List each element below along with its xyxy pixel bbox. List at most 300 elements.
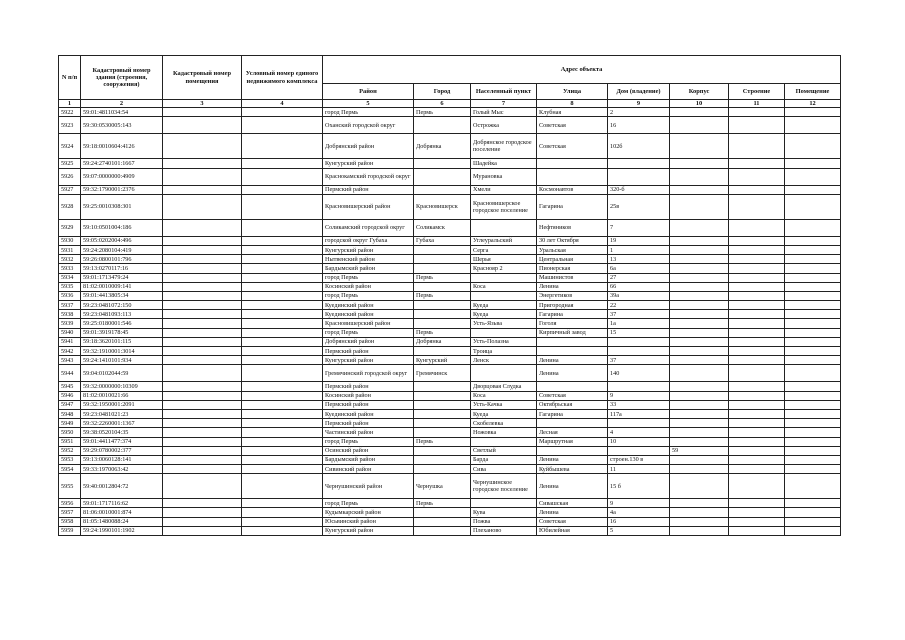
room-cell bbox=[785, 264, 841, 273]
cadastral-number-cell: 59:01:1717116:62 bbox=[81, 499, 163, 508]
district-cell: Пермский район bbox=[323, 419, 414, 428]
room-cell bbox=[785, 194, 841, 219]
locality-cell: Серга bbox=[471, 245, 537, 254]
conditional-number-cell bbox=[242, 264, 323, 273]
room-cell bbox=[785, 219, 841, 236]
locality-cell bbox=[471, 219, 537, 236]
locality-cell: Скобелевка bbox=[471, 419, 537, 428]
cadastral-number-cell: 59:38:0520104:35 bbox=[81, 428, 163, 437]
street-cell bbox=[537, 382, 608, 391]
room-cell bbox=[785, 273, 841, 282]
locality-cell: Ножовка bbox=[471, 428, 537, 437]
table-row bbox=[59, 365, 841, 382]
street-cell bbox=[537, 337, 608, 346]
building-cell bbox=[729, 446, 785, 455]
conditional-number-cell bbox=[242, 319, 323, 328]
cadastral-number-cell: 59:01:4413805:34 bbox=[81, 291, 163, 300]
korpus-cell bbox=[670, 391, 729, 400]
room-cell bbox=[785, 446, 841, 455]
district-cell: город Пермь bbox=[323, 437, 414, 446]
city-cell bbox=[414, 409, 471, 418]
room-cell bbox=[785, 400, 841, 409]
korpus-cell bbox=[670, 245, 729, 254]
table-row bbox=[59, 428, 841, 437]
city-cell bbox=[414, 168, 471, 185]
building-cell bbox=[729, 134, 785, 159]
table-row bbox=[59, 310, 841, 319]
row-number-cell: 5927 bbox=[59, 185, 81, 194]
room-cadastral-cell bbox=[163, 526, 242, 535]
korpus-cell bbox=[670, 273, 729, 282]
cadastral-number-cell: 59:10:0501004:186 bbox=[81, 219, 163, 236]
city-cell: Добрянка bbox=[414, 337, 471, 346]
room-cell bbox=[785, 391, 841, 400]
room-cadastral-cell bbox=[163, 356, 242, 365]
locality-cell: Барда bbox=[471, 455, 537, 464]
street-cell: Советская bbox=[537, 391, 608, 400]
row-number-cell: 5948 bbox=[59, 409, 81, 418]
city-cell bbox=[414, 282, 471, 291]
korpus-cell bbox=[670, 108, 729, 117]
house-cell: 13 bbox=[608, 255, 670, 264]
table-row bbox=[59, 264, 841, 273]
house-cell: 33 bbox=[608, 400, 670, 409]
room-cell bbox=[785, 347, 841, 356]
room-cell bbox=[785, 526, 841, 535]
locality-cell: Усть-Язьва bbox=[471, 319, 537, 328]
district-cell: Соликамский городской округ bbox=[323, 219, 414, 236]
row-number-cell: 5930 bbox=[59, 236, 81, 245]
cadastral-number-cell: 59:01:4811034:54 bbox=[81, 108, 163, 117]
building-cell bbox=[729, 517, 785, 526]
house-cell bbox=[608, 347, 670, 356]
city-cell bbox=[414, 264, 471, 273]
header-building: Строение bbox=[729, 84, 785, 100]
table-row bbox=[59, 474, 841, 499]
room-cadastral-cell bbox=[163, 134, 242, 159]
conditional-number-cell bbox=[242, 526, 323, 535]
city-cell: Пермь bbox=[414, 273, 471, 282]
conditional-number-cell bbox=[242, 391, 323, 400]
city-cell: Пермь bbox=[414, 328, 471, 337]
table-row bbox=[59, 108, 841, 117]
header-locality: Населенный пункт bbox=[471, 84, 537, 100]
city-cell bbox=[414, 419, 471, 428]
room-cadastral-cell bbox=[163, 319, 242, 328]
city-cell: Добрянка bbox=[414, 134, 471, 159]
building-cell bbox=[729, 365, 785, 382]
table-row bbox=[59, 400, 841, 409]
building-cell bbox=[729, 347, 785, 356]
korpus-cell bbox=[670, 455, 729, 464]
row-number-cell: 5958 bbox=[59, 517, 81, 526]
conditional-number-cell bbox=[242, 356, 323, 365]
conditional-number-cell bbox=[242, 428, 323, 437]
row-number-cell: 5954 bbox=[59, 465, 81, 474]
room-cadastral-cell bbox=[163, 499, 242, 508]
district-cell: Частинский район bbox=[323, 428, 414, 437]
building-cell bbox=[729, 356, 785, 365]
city-cell: Пермь bbox=[414, 291, 471, 300]
building-cell bbox=[729, 437, 785, 446]
city-cell bbox=[414, 159, 471, 168]
korpus-cell bbox=[670, 400, 729, 409]
conditional-number-cell bbox=[242, 301, 323, 310]
table-row bbox=[59, 117, 841, 134]
col-number: 2 bbox=[81, 100, 163, 108]
room-cadastral-cell bbox=[163, 382, 242, 391]
city-cell: Чернушка bbox=[414, 474, 471, 499]
row-number-cell: 5956 bbox=[59, 499, 81, 508]
conditional-number-cell bbox=[242, 382, 323, 391]
street-cell: Лесная bbox=[537, 428, 608, 437]
city-cell bbox=[414, 310, 471, 319]
room-cell bbox=[785, 134, 841, 159]
room-cell bbox=[785, 499, 841, 508]
district-cell: Кунгурский район bbox=[323, 526, 414, 535]
city-cell bbox=[414, 185, 471, 194]
row-number-cell: 5932 bbox=[59, 255, 81, 264]
district-cell: город Пермь bbox=[323, 291, 414, 300]
room-cadastral-cell bbox=[163, 117, 242, 134]
locality-cell: Кува bbox=[471, 508, 537, 517]
table-row bbox=[59, 382, 841, 391]
district-cell: Куединский район bbox=[323, 301, 414, 310]
table-row bbox=[59, 245, 841, 254]
cadastral-number-cell: 59:24:2080104:419 bbox=[81, 245, 163, 254]
table-row bbox=[59, 419, 841, 428]
row-number-cell: 5950 bbox=[59, 428, 81, 437]
cadastral-number-cell: 59:40:0012804:72 bbox=[81, 474, 163, 499]
house-cell: 4а bbox=[608, 508, 670, 517]
locality-cell: Куеда bbox=[471, 310, 537, 319]
conditional-number-cell bbox=[242, 159, 323, 168]
row-number-cell: 5955 bbox=[59, 474, 81, 499]
building-cell bbox=[729, 391, 785, 400]
korpus-cell bbox=[670, 291, 729, 300]
korpus-cell bbox=[670, 185, 729, 194]
house-cell bbox=[608, 419, 670, 428]
room-cadastral-cell bbox=[163, 310, 242, 319]
conditional-number-cell bbox=[242, 499, 323, 508]
row-number-cell: 5933 bbox=[59, 264, 81, 273]
house-cell: 9 bbox=[608, 391, 670, 400]
house-cell: 19 bbox=[608, 236, 670, 245]
street-cell: Ленина bbox=[537, 365, 608, 382]
room-cadastral-cell bbox=[163, 245, 242, 254]
cadastral-number-cell: 59:23:0481093:113 bbox=[81, 310, 163, 319]
building-cell bbox=[729, 455, 785, 464]
cadastral-number-cell: 59:32:1910001:3014 bbox=[81, 347, 163, 356]
locality-cell: Дворцовая Слудка bbox=[471, 382, 537, 391]
table-row bbox=[59, 219, 841, 236]
locality-cell bbox=[471, 291, 537, 300]
district-cell: Красновишерский район bbox=[323, 319, 414, 328]
building-cell bbox=[729, 245, 785, 254]
building-cell bbox=[729, 400, 785, 409]
room-cadastral-cell bbox=[163, 219, 242, 236]
street-cell: Юбилейная bbox=[537, 526, 608, 535]
korpus-cell bbox=[670, 347, 729, 356]
district-cell: Кунгурский район bbox=[323, 159, 414, 168]
locality-cell: Усть-Полазна bbox=[471, 337, 537, 346]
city-cell bbox=[414, 446, 471, 455]
district-cell: Кунгурский район bbox=[323, 356, 414, 365]
room-cell bbox=[785, 337, 841, 346]
col-number: 9 bbox=[608, 100, 670, 108]
street-cell: Советская bbox=[537, 517, 608, 526]
row-number-cell: 5953 bbox=[59, 455, 81, 464]
city-cell: Красновишерск bbox=[414, 194, 471, 219]
room-cell bbox=[785, 301, 841, 310]
table-row bbox=[59, 168, 841, 185]
room-cadastral-cell bbox=[163, 168, 242, 185]
row-number-cell: 5926 bbox=[59, 168, 81, 185]
row-number-cell: 5923 bbox=[59, 117, 81, 134]
room-cadastral-cell bbox=[163, 347, 242, 356]
conditional-number-cell bbox=[242, 282, 323, 291]
col-number: 12 bbox=[785, 100, 841, 108]
house-cell: 117а bbox=[608, 409, 670, 418]
district-cell: Кунгурский район bbox=[323, 245, 414, 254]
row-number-cell: 5924 bbox=[59, 134, 81, 159]
korpus-cell bbox=[670, 301, 729, 310]
row-number-cell: 5925 bbox=[59, 159, 81, 168]
locality-cell: Добрянское городское поселение bbox=[471, 134, 537, 159]
header-room: Помещение bbox=[785, 84, 841, 100]
locality-cell: Ленск bbox=[471, 356, 537, 365]
locality-cell: Шадейка bbox=[471, 159, 537, 168]
street-cell: Пригородная bbox=[537, 301, 608, 310]
street-cell: Энергетиков bbox=[537, 291, 608, 300]
korpus-cell bbox=[670, 310, 729, 319]
district-cell: Красновишерский район bbox=[323, 194, 414, 219]
korpus-cell bbox=[670, 499, 729, 508]
cadastral-number-cell: 59:25:0010308:301 bbox=[81, 194, 163, 219]
building-cell bbox=[729, 465, 785, 474]
table-row bbox=[59, 134, 841, 159]
street-cell: Гагарина bbox=[537, 310, 608, 319]
cadastral-number-cell: 59:24:1410101:934 bbox=[81, 356, 163, 365]
locality-cell: Усть-Качка bbox=[471, 400, 537, 409]
city-cell bbox=[414, 245, 471, 254]
city-cell bbox=[414, 517, 471, 526]
locality-cell: Пожва bbox=[471, 517, 537, 526]
korpus-cell bbox=[670, 117, 729, 134]
room-cell bbox=[785, 365, 841, 382]
korpus-cell bbox=[670, 526, 729, 535]
city-cell bbox=[414, 117, 471, 134]
locality-cell: Светлый bbox=[471, 446, 537, 455]
house-cell: 15 bbox=[608, 328, 670, 337]
city-cell bbox=[414, 400, 471, 409]
house-cell: 9 bbox=[608, 499, 670, 508]
house-cell bbox=[608, 382, 670, 391]
objects-table bbox=[58, 55, 841, 536]
street-cell: Пионерская bbox=[537, 264, 608, 273]
building-cell bbox=[729, 499, 785, 508]
locality-cell: Хмели bbox=[471, 185, 537, 194]
col-number: 10 bbox=[670, 100, 729, 108]
city-cell bbox=[414, 301, 471, 310]
row-number-cell: 5947 bbox=[59, 400, 81, 409]
room-cadastral-cell bbox=[163, 185, 242, 194]
locality-cell: Шерья bbox=[471, 255, 537, 264]
col-number: 1 bbox=[59, 100, 81, 108]
street-cell: Клубная bbox=[537, 108, 608, 117]
header-house: Дом (владение) bbox=[608, 84, 670, 100]
district-cell: Косинский район bbox=[323, 282, 414, 291]
building-cell bbox=[729, 117, 785, 134]
locality-cell: Коса bbox=[471, 282, 537, 291]
cadastral-number-cell: 81:02:0010021:66 bbox=[81, 391, 163, 400]
cadastral-number-cell: 59:01:1713479:24 bbox=[81, 273, 163, 282]
room-cell bbox=[785, 236, 841, 245]
table-row bbox=[59, 526, 841, 535]
house-cell: 5 bbox=[608, 526, 670, 535]
table-row bbox=[59, 409, 841, 418]
table-row bbox=[59, 446, 841, 455]
table-row bbox=[59, 337, 841, 346]
row-number-cell: 5943 bbox=[59, 356, 81, 365]
room-cell bbox=[785, 474, 841, 499]
street-cell bbox=[537, 446, 608, 455]
street-cell: Гагарина bbox=[537, 194, 608, 219]
locality-cell: Красновишерское городское поселение bbox=[471, 194, 537, 219]
city-cell bbox=[414, 382, 471, 391]
room-cadastral-cell bbox=[163, 273, 242, 282]
document-sheet bbox=[58, 55, 840, 536]
room-cell bbox=[785, 508, 841, 517]
street-cell: Космонавтов bbox=[537, 185, 608, 194]
house-cell bbox=[608, 337, 670, 346]
room-cadastral-cell bbox=[163, 255, 242, 264]
building-cell bbox=[729, 382, 785, 391]
cadastral-number-cell: 59:13:0060128:141 bbox=[81, 455, 163, 464]
table-row bbox=[59, 282, 841, 291]
building-cell bbox=[729, 159, 785, 168]
house-cell: 7 bbox=[608, 219, 670, 236]
row-number-cell: 5945 bbox=[59, 382, 81, 391]
cadastral-number-cell: 59:33:1970063:42 bbox=[81, 465, 163, 474]
district-cell: Добрянский район bbox=[323, 337, 414, 346]
house-cell: 37 bbox=[608, 310, 670, 319]
room-cadastral-cell bbox=[163, 409, 242, 418]
header-cond-complex: Условный номер единого недвижимого комплекса bbox=[242, 56, 323, 100]
room-cell bbox=[785, 282, 841, 291]
house-cell: 1а bbox=[608, 319, 670, 328]
conditional-number-cell bbox=[242, 400, 323, 409]
table-row bbox=[59, 291, 841, 300]
korpus-cell bbox=[670, 168, 729, 185]
locality-cell: Куеда bbox=[471, 301, 537, 310]
room-cell bbox=[785, 356, 841, 365]
cadastral-number-cell: 59:23:0481072:150 bbox=[81, 301, 163, 310]
street-cell: Сивашская bbox=[537, 499, 608, 508]
district-cell: город Пермь bbox=[323, 499, 414, 508]
street-cell: Ленина bbox=[537, 508, 608, 517]
locality-cell: Краснояр 2 bbox=[471, 264, 537, 273]
street-cell bbox=[537, 159, 608, 168]
room-cell bbox=[785, 159, 841, 168]
street-cell: 30 лет Октября bbox=[537, 236, 608, 245]
cadastral-number-cell: 59:29:0780002:377 bbox=[81, 446, 163, 455]
col-number: 8 bbox=[537, 100, 608, 108]
table-row bbox=[59, 356, 841, 365]
col-number: 6 bbox=[414, 100, 471, 108]
room-cell bbox=[785, 428, 841, 437]
street-cell: Советская bbox=[537, 134, 608, 159]
district-cell: Пермский район bbox=[323, 382, 414, 391]
cadastral-number-cell: 59:05:0202004:496 bbox=[81, 236, 163, 245]
locality-cell: Куеда bbox=[471, 409, 537, 418]
city-cell bbox=[414, 255, 471, 264]
room-cadastral-cell bbox=[163, 428, 242, 437]
building-cell bbox=[729, 185, 785, 194]
district-cell: Кудымкарский район bbox=[323, 508, 414, 517]
district-cell: Чернушинский район bbox=[323, 474, 414, 499]
locality-cell: Троица bbox=[471, 347, 537, 356]
cadastral-number-cell: 59:24:2740101:1667 bbox=[81, 159, 163, 168]
header-korpus: Корпус bbox=[670, 84, 729, 100]
cadastral-number-cell: 59:26:0800101:796 bbox=[81, 255, 163, 264]
room-cadastral-cell bbox=[163, 419, 242, 428]
row-number-cell: 5929 bbox=[59, 219, 81, 236]
street-cell: Ленина bbox=[537, 455, 608, 464]
conditional-number-cell bbox=[242, 219, 323, 236]
locality-cell bbox=[471, 273, 537, 282]
room-cadastral-cell bbox=[163, 474, 242, 499]
room-cadastral-cell bbox=[163, 337, 242, 346]
district-cell: Оханский городской округ bbox=[323, 117, 414, 134]
cadastral-number-cell: 81:02:0010009:141 bbox=[81, 282, 163, 291]
cadastral-number-cell: 59:18:0010604:4126 bbox=[81, 134, 163, 159]
building-cell bbox=[729, 282, 785, 291]
room-cadastral-cell bbox=[163, 291, 242, 300]
locality-cell: Чернушинское городское поселение bbox=[471, 474, 537, 499]
cadastral-number-cell: 59:18:3620101:115 bbox=[81, 337, 163, 346]
row-number-cell: 5940 bbox=[59, 328, 81, 337]
building-cell bbox=[729, 409, 785, 418]
building-cell bbox=[729, 337, 785, 346]
korpus-cell bbox=[670, 255, 729, 264]
korpus-cell bbox=[670, 517, 729, 526]
header-district: Район bbox=[323, 84, 414, 100]
district-cell: Косинский район bbox=[323, 391, 414, 400]
row-number-cell: 5939 bbox=[59, 319, 81, 328]
room-cell bbox=[785, 437, 841, 446]
street-cell: Машинистов bbox=[537, 273, 608, 282]
row-number-cell: 5928 bbox=[59, 194, 81, 219]
korpus-cell bbox=[670, 264, 729, 273]
building-cell bbox=[729, 194, 785, 219]
conditional-number-cell bbox=[242, 517, 323, 526]
house-cell: 66 bbox=[608, 282, 670, 291]
district-cell: Бардымский район bbox=[323, 455, 414, 464]
room-cadastral-cell bbox=[163, 194, 242, 219]
cadastral-number-cell: 59:07:0000000:4909 bbox=[81, 168, 163, 185]
room-cadastral-cell bbox=[163, 400, 242, 409]
room-cadastral-cell bbox=[163, 159, 242, 168]
cadastral-number-cell: 81:06:0010001:874 bbox=[81, 508, 163, 517]
street-cell: Гагарина bbox=[537, 409, 608, 418]
house-cell: 16 bbox=[608, 517, 670, 526]
cadastral-number-cell: 59:32:1790001:2376 bbox=[81, 185, 163, 194]
building-cell bbox=[729, 291, 785, 300]
building-cell bbox=[729, 264, 785, 273]
conditional-number-cell bbox=[242, 347, 323, 356]
locality-cell bbox=[471, 499, 537, 508]
